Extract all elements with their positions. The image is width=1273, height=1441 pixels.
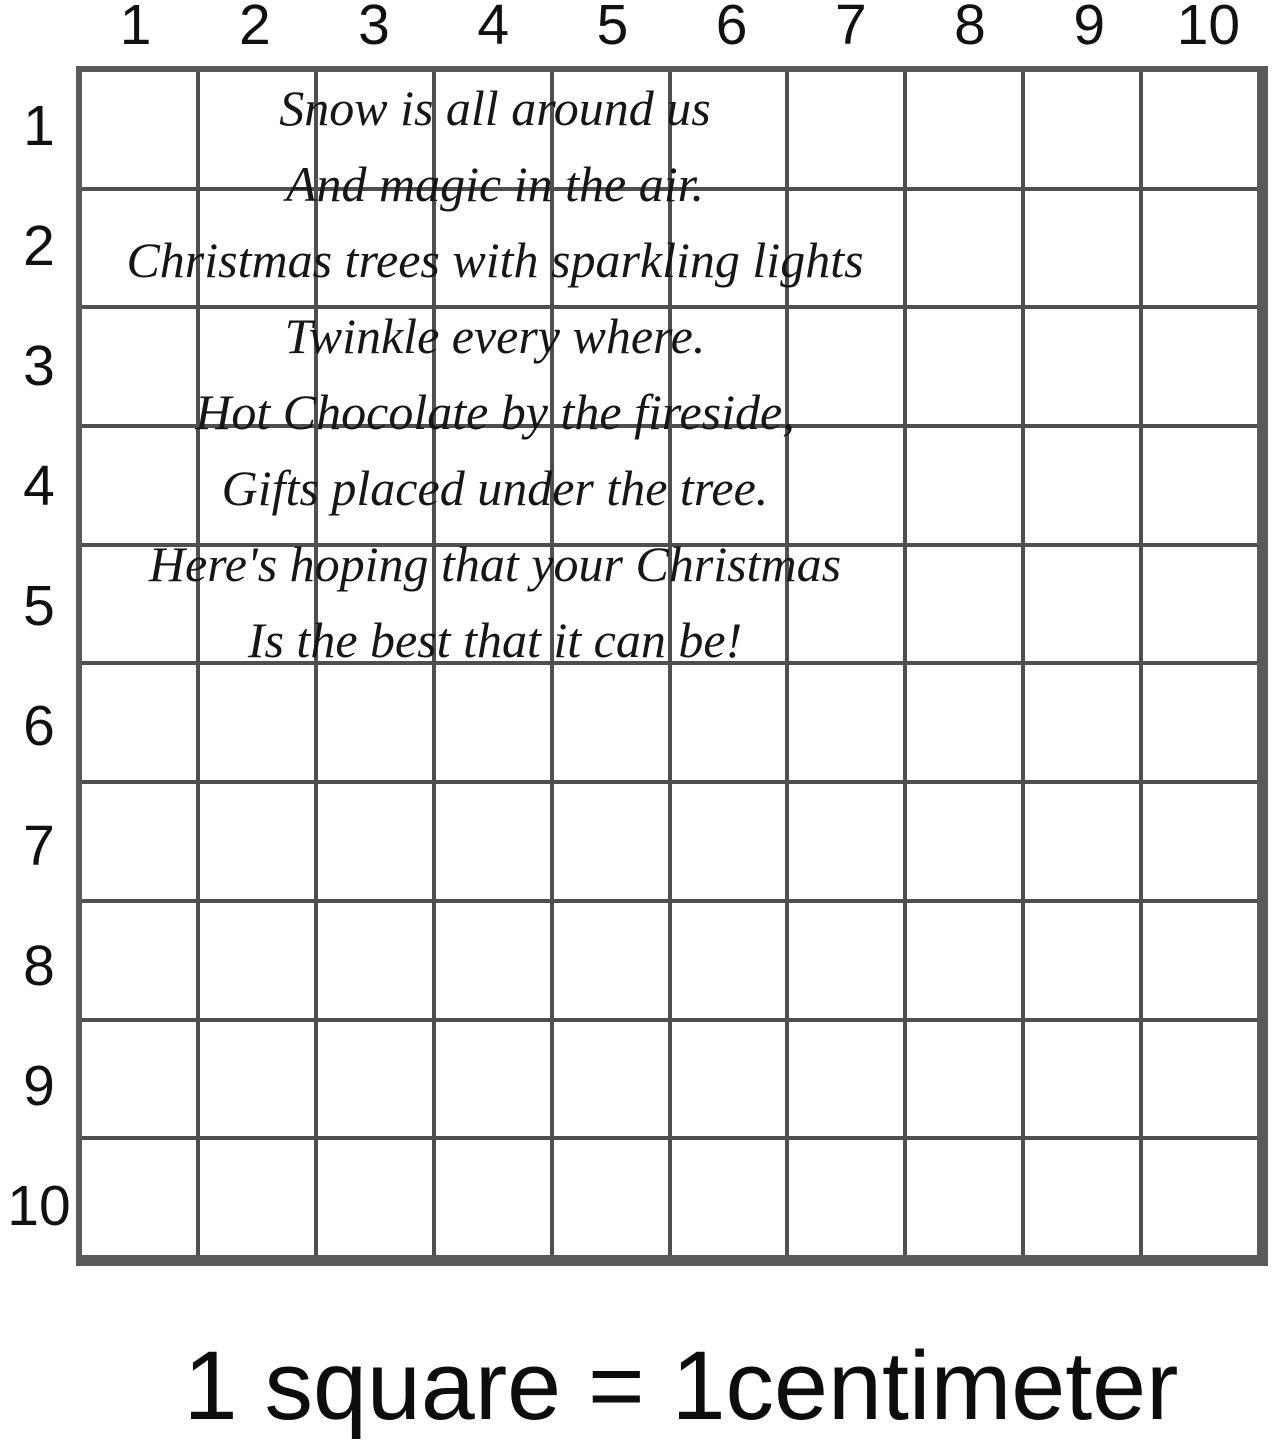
row-label: 2	[23, 214, 55, 278]
grid-cell	[200, 72, 314, 187]
grid-cell	[554, 1140, 668, 1255]
grid-cell	[200, 547, 314, 662]
poem-line: Is the best that it can be!	[247, 612, 743, 668]
grid-cell	[436, 547, 550, 662]
grid-cell	[907, 1022, 1021, 1137]
grid-cell	[789, 547, 903, 662]
grid-cell	[554, 309, 668, 424]
grid-cell	[82, 903, 196, 1018]
grid-cell	[1025, 665, 1139, 780]
grid-cell	[554, 665, 668, 780]
grid-cell	[554, 547, 668, 662]
grid-cell	[436, 72, 550, 187]
grid-cell	[318, 428, 432, 543]
row-label: 8	[23, 934, 55, 998]
grid-cell	[436, 903, 550, 1018]
grid-cell	[200, 191, 314, 306]
poem-line: Hot Chocolate by the fireside,	[195, 384, 795, 440]
grid-cell	[318, 309, 432, 424]
grid-cell	[907, 665, 1021, 780]
grid-cell	[672, 1022, 786, 1137]
grid-cell	[1025, 191, 1139, 306]
grid-cell	[1025, 547, 1139, 662]
grid-cell	[672, 191, 786, 306]
grid-cell	[907, 1140, 1021, 1255]
poem-line: Christmas trees with sparkling lights	[126, 232, 864, 288]
grid-cell	[1143, 784, 1257, 899]
grid-cell	[1143, 428, 1257, 543]
grid-cell	[672, 428, 786, 543]
column-label: 6	[715, 0, 748, 57]
poem-line: Here's hoping that your Christmas	[148, 536, 842, 592]
grid-cell	[789, 784, 903, 899]
grid-cell	[789, 903, 903, 1018]
poem-line: Snow is all around us	[279, 80, 711, 136]
poem-line: Gifts placed under the tree.	[221, 460, 769, 516]
grid-cell	[200, 1140, 314, 1255]
grid-cell	[318, 72, 432, 187]
grid-cell	[672, 665, 786, 780]
grid-cell	[436, 309, 550, 424]
grid-cell	[82, 191, 196, 306]
column-label: 3	[358, 0, 390, 57]
grid-cell	[554, 428, 668, 543]
grid-cell	[436, 1022, 550, 1137]
grid-cell	[318, 665, 432, 780]
grid-cell	[789, 665, 903, 780]
grid-cell	[789, 428, 903, 543]
grid-cell	[907, 428, 1021, 543]
grid-cell	[436, 191, 550, 306]
grid-cell	[672, 547, 786, 662]
grid-cell	[907, 309, 1021, 424]
grid-cell	[82, 1022, 196, 1137]
grid-cell	[82, 428, 196, 543]
grid-cell	[789, 1022, 903, 1137]
column-label: 7	[834, 0, 867, 57]
grid-cell	[200, 784, 314, 899]
row-label: 10	[7, 1174, 71, 1238]
column-label: 2	[238, 0, 271, 57]
grid-cell	[672, 309, 786, 424]
grid-cell	[82, 784, 196, 899]
grid-cell	[200, 1022, 314, 1137]
grid-cell	[1025, 1140, 1139, 1255]
grid-cell	[907, 547, 1021, 662]
grid-cell	[672, 784, 786, 899]
column-label: 8	[954, 0, 986, 57]
row-labels-column	[0, 66, 78, 1266]
grid-cell	[200, 665, 314, 780]
grid-cell	[907, 903, 1021, 1018]
grid-cell	[1143, 903, 1257, 1018]
grid-cell	[82, 1140, 196, 1255]
grid-cell	[1143, 547, 1257, 662]
grid-cell	[554, 1022, 668, 1137]
grid-cell	[436, 428, 550, 543]
grid-cell	[200, 903, 314, 1018]
row-label: 4	[23, 454, 55, 518]
grid-cell	[436, 665, 550, 780]
grid-cell	[82, 665, 196, 780]
grid-cell	[318, 1022, 432, 1137]
grid-cell	[200, 309, 314, 424]
grid-cell	[1025, 72, 1139, 187]
grid-cell	[672, 903, 786, 1018]
grid-cell	[82, 547, 196, 662]
column-label: 1	[119, 0, 152, 57]
grid-cell	[907, 72, 1021, 187]
grid-cell	[1025, 784, 1139, 899]
row-label: 7	[23, 814, 55, 878]
grid-cell	[1143, 309, 1257, 424]
grid-cell	[554, 903, 668, 1018]
grid-cell	[436, 784, 550, 899]
row-label: 9	[23, 1054, 55, 1118]
scale-caption: 1 square = 1centimeter	[183, 1331, 1179, 1440]
grid-cell	[318, 191, 432, 306]
grid-cell	[200, 428, 314, 543]
row-label: 5	[23, 574, 55, 638]
grid-cell	[672, 1140, 786, 1255]
grid-cell	[82, 309, 196, 424]
grid-cell	[907, 784, 1021, 899]
grid-cell	[318, 547, 432, 662]
grid-cell	[789, 191, 903, 306]
column-label: 4	[477, 0, 510, 57]
column-label: 9	[1073, 0, 1106, 57]
grid-cell	[554, 191, 668, 306]
grid-cell	[789, 72, 903, 187]
poem-line: Twinkle every where.	[284, 308, 706, 364]
centimeter-grid	[76, 66, 1268, 1266]
grid-cell	[1143, 665, 1257, 780]
grid-cell	[318, 784, 432, 899]
grid-cell	[907, 191, 1021, 306]
grid-cell	[1025, 428, 1139, 543]
grid-cell	[1143, 1140, 1257, 1255]
row-label: 6	[23, 694, 55, 758]
grid-cell	[1025, 309, 1139, 424]
grid-cell	[1143, 1022, 1257, 1137]
grid-cell	[318, 1140, 432, 1255]
column-label: 5	[596, 0, 629, 57]
poem-line: And magic in the air.	[285, 156, 705, 212]
grid-cell	[82, 72, 196, 187]
grid-cell	[1025, 903, 1139, 1018]
row-label: 1	[23, 94, 55, 158]
grid-cell	[672, 72, 786, 187]
grid-cell	[1143, 191, 1257, 306]
grid-cell	[554, 784, 668, 899]
grid-cell	[789, 309, 903, 424]
grid-cell	[1025, 1022, 1139, 1137]
row-label: 3	[23, 334, 55, 398]
grid-cell	[1143, 72, 1257, 187]
column-label: 10	[1176, 0, 1241, 57]
grid-cell	[789, 1140, 903, 1255]
grid-cell	[436, 1140, 550, 1255]
grid-cell	[554, 72, 668, 187]
column-labels-row	[76, 0, 1268, 58]
grid-cell	[318, 903, 432, 1018]
